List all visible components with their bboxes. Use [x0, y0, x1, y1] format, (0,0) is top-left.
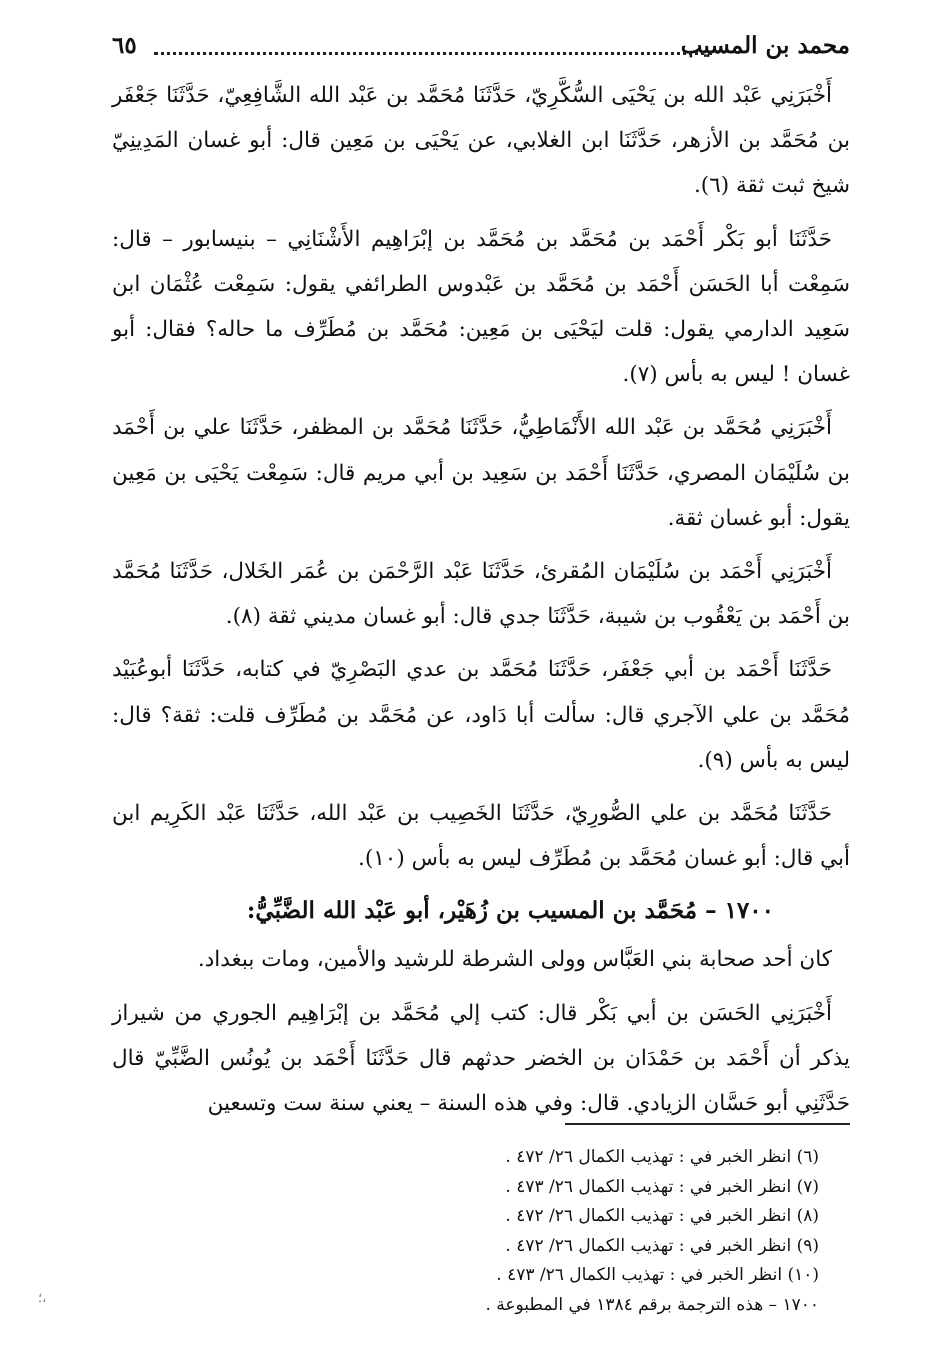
running-title: محمد بن المسيب — [680, 32, 850, 59]
paragraph-2: حَدَّثَنَا أبو بَكْر أَحْمَد بن مُحَمَّد بن مُحَمَّد بن إبْرَاهِيم الأَشْنَانِي – بنيسابور – قال: سَمِعْت أبا الحَسَن أَحْمَد بن مُحَمَّد بن عَبْدوس الطرائفي يقول: سَمِعْت عُثْمَان ابن سَعِيد الدارمي يقول: قلت ليَحْيَى بن مَعِين: مُحَمَّد بن مُطَرِّف ما حاله؟ فقال: أبو غسان ! ليس به بأس (٧). — [112, 226, 850, 388]
entry-paragraph-2: أَخْبَرَنِي الحَسَن بن أبي بَكْر قال: كتب إلي مُحَمَّد بن إبْرَاهِيم الجوري من شيراز يذكر أن أَحْمَد بن حَمْدَان بن الخضر حدثهم قال حَدَّثَنَا أَحْمَد بن يُونُس الضَّبِّيّ قال حَدَّثَنِي أبو حَسَّان الزيادي. قال: وفي هذه السنة – يعني سنة ست وتسعين — [112, 1000, 850, 1117]
page-number: ٦٥ — [112, 32, 137, 59]
footnote-1700: ١٧٠٠ – هذه الترجمة برقم ١٣٨٤ في المطبوعة . — [485, 1294, 819, 1315]
paragraph-3: أَخْبَرَنِي مُحَمَّد بن عَبْد الله الأَنْمَاطِيُّ، حَدَّثَنَا مُحَمَّد بن المظفر، حَدَّثَنَا علي بن أَحْمَد بن سُلَيْمَان المصري، حَدَّثَنَا أَحْمَد بن سَعِيد بن أبي مريم قال: سَمِعْت يَحْيَى بن مَعِين يقول: أبو غسان ثقة. — [112, 415, 850, 531]
footnote-6: (٦) انظر الخبر في : تهذيب الكمال ٢٦/ ٤٧٢ . — [505, 1147, 819, 1167]
running-header — [112, 32, 850, 66]
paragraph-6: حَدَّثَنَا مُحَمَّد بن علي الصُّورِيّ، حَدَّثَنَا الخَصِيب بن عَبْد الله، حَدَّثَنَا عَبْد الكَرِيم ابن أبي قال: أبو غسان مُحَمَّد بن مُطَرِّف ليس به بأس (١٠). — [112, 801, 850, 872]
entry-heading: ١٧٠٠ – مُحَمَّد بن المسيب بن زُهَيْر، أبو عَبْد الله الضَّبِّيُّ: — [246, 897, 774, 925]
footnote-10: (١٠) انظر الخبر في : تهذيب الكمال ٢٦/ ٤٧٣ . — [496, 1265, 819, 1286]
footnote-8: (٨) انظر الخبر في : تهذيب الكمال ٢٦/ ٤٧٢ . — [505, 1206, 819, 1227]
paragraph-1: أَخْبَرَنِي عَبْد الله بن يَحْيَى السُّكَّرِيّ، حَدَّثَنَا مُحَمَّد بن عَبْد الله الشَّافِعِيّ، حَدَّثَنَا جَعْفَر بن مُحَمَّد بن الأزهر، حَدَّثَنَا ابن الغلابي، عن يَحْيَى بن مَعِين قال: أبو غسان المَدِينِيّ شيخ ثبت ثقة (٦). — [112, 83, 850, 199]
margin-mark: ،؛ — [38, 1291, 47, 1306]
footnotes — [399, 1143, 819, 1321]
paragraph-5: حَدَّثَنَا أَحْمَد بن أبي جَعْفَر، حَدَّثَنَا مُحَمَّد بن عدي البَصْرِيّ في كتابه، حَدَّثَنَا أبوعُبَيْد مُحَمَّد بن علي الآجري قال: سألت أبا دَاود، عن مُحَمَّد بن مُطَرِّف قلت: ثقة؟ قال: ليس به بأس (٩). — [112, 657, 850, 773]
header-dot-leader — [154, 52, 712, 55]
body-text — [112, 73, 850, 1134]
entry-paragraph-1: كان أحد صحابة بني العَبَّاس وولى الشرطة للرشيد والأمين، ومات ببغداد. — [197, 947, 832, 973]
footnote-7: (٧) انظر الخبر في : تهذيب الكمال ٢٦/ ٤٧٣ . — [505, 1176, 819, 1197]
paragraph-4: أَخْبَرَنِي أَحْمَد بن سُلَيْمَان المُقرئ، حَدَّثَنَا عَبْد الرَّحْمَن بن عُمَر الخَلال، حَدَّثَنَا مُحَمَّد بن أَحْمَد بن يَعْقُوب بن شيبة، حَدَّثَنَا جدي قال: أبو غسان مديني ثقة (٨). — [112, 559, 850, 630]
footnote-9: (٩) انظر الخبر في : تهذيب الكمال ٢٦/ ٤٧٢ . — [505, 1235, 819, 1256]
footnote-separator — [565, 1123, 850, 1125]
